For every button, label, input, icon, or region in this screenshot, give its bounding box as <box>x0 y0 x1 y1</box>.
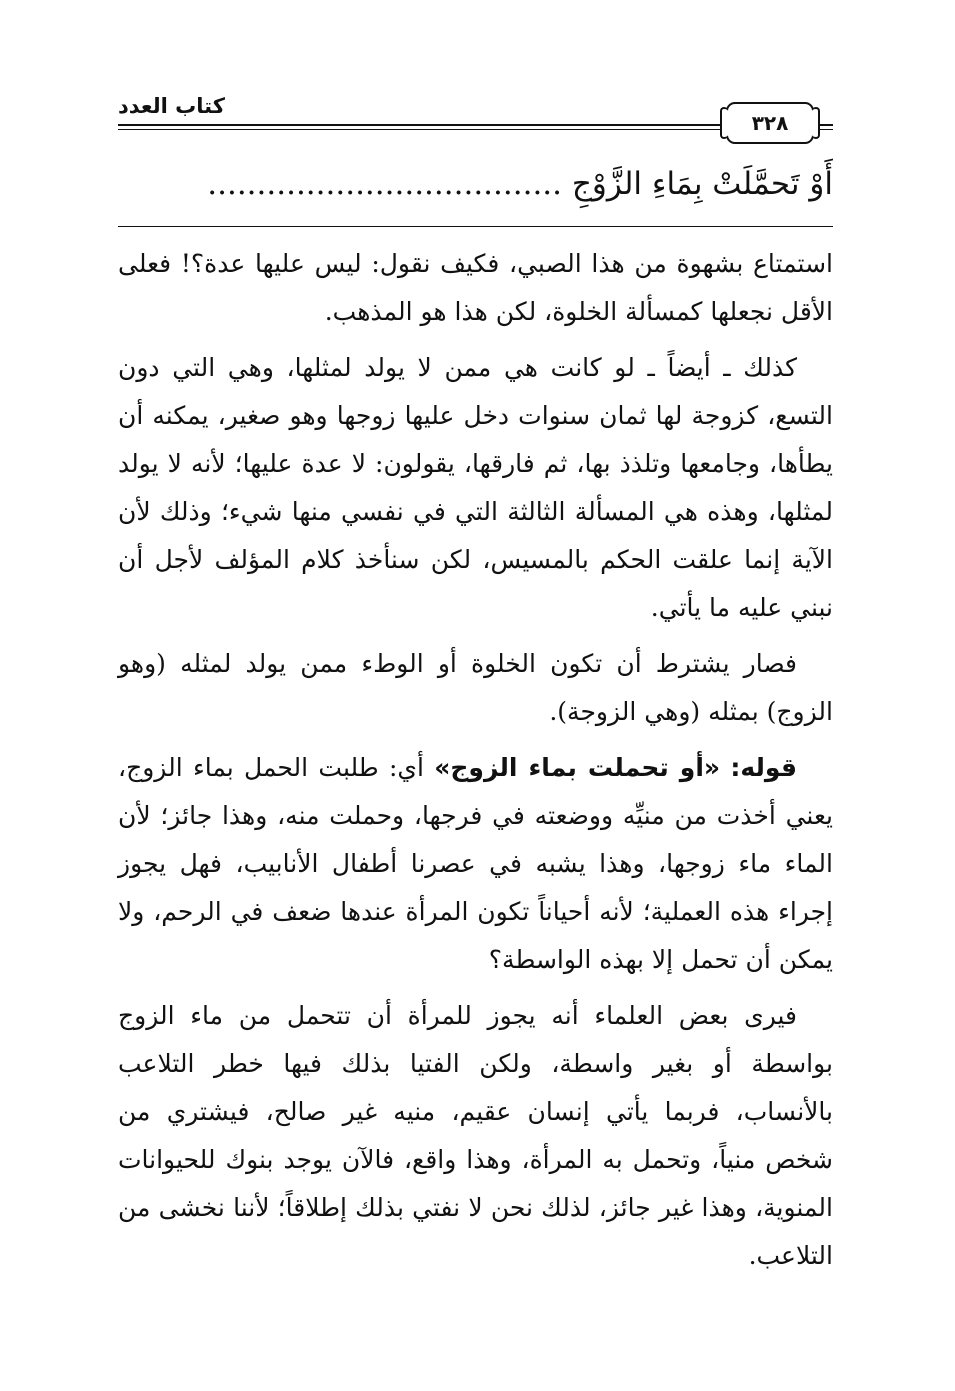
page-number: ٣٢٨ <box>751 111 789 135</box>
paragraph-3: فصار يشترط أن تكون الخلوة أو الوطء ممن يولد لمثله (وهو الزوج) بمثله (وهي الزوجة). <box>118 649 833 726</box>
paragraph-1: استمتاع بشهوة من هذا الصبي، فكيف نقول: ليس عليها عدة؟! فعلى الأقل نجعلها كمسألة الخلوة، لكن هذا هو المذهب. <box>118 249 833 326</box>
running-header <box>118 92 833 142</box>
section-heading <box>118 155 833 213</box>
body-text <box>118 240 833 1288</box>
quoted-matn: «أو تحملت بماء الزوج» <box>434 753 721 782</box>
book-title: كتاب العدد <box>118 94 225 118</box>
section-heading-text: أَوْ تَحمَّلَتْ بِمَاءِ الزَّوْجِ <box>571 166 833 202</box>
section-heading-dots: .................................... <box>207 166 563 202</box>
paragraph-5: فيرى بعض العلماء أنه يجوز للمرأة أن تتحمل من ماء الزوج بواسطة أو بغير واسطة، ولكن الفتيا بذلك فيها خطر التلاعب بالأنساب، فربما يأتي إنسان عقيم، منيه غير صالح، فيشتري من شخص منياً، وتحمل به المرأة، وهذا واقع، فالآن يوجد بنوك للحيوانات المنوية، وهذا غير جائز، لذلك نحن لا نفتي بذلك إطلاقاً؛ لأننا نخشى من التلاعب. <box>118 1001 833 1270</box>
paragraph-4 <box>118 744 833 984</box>
heading-rule <box>118 226 833 227</box>
commentary-lead: قوله: <box>730 753 797 782</box>
page-number-frame <box>726 102 814 144</box>
paragraph-2: كذلك ـ أيضاً ـ لو كانت هي ممن لا يولد لمثلها، وهي التي دون التسع، كزوجة لها ثمان سنوات دخل عليها زوجها وهو صغير، يمكنه أن يطأها، وجامعها وتلذذ بها، ثم فارقها، يقولون: لا عدة عليها؛ لأنه لا يولد لمثلها، وهذه هي المسألة الثالثة التي في نفسي منها شيء؛ وذلك لأن الآية إنما علقت الحكم بالمسيس، لكن سنأخذ كلام المؤلف لأجل أن نبني عليه ما يأتي. <box>118 353 833 622</box>
paragraph-4-text: أي: طلبت الحمل بماء الزوج، يعني أخذت من منيِّه ووضعته في فرجها، وحملت منه، وهذا جائز؛ لأن الماء ماء زوجها، وهذا يشبه في عصرنا أطفال الأنابيب، فهل يجوز إجراء هذه العملية؛ لأنه أحياناً تكون المرأة عندها ضعف في الرحم، ولا يمكن أن تحمل إلا بهذه الواسطة؟ <box>118 753 833 974</box>
